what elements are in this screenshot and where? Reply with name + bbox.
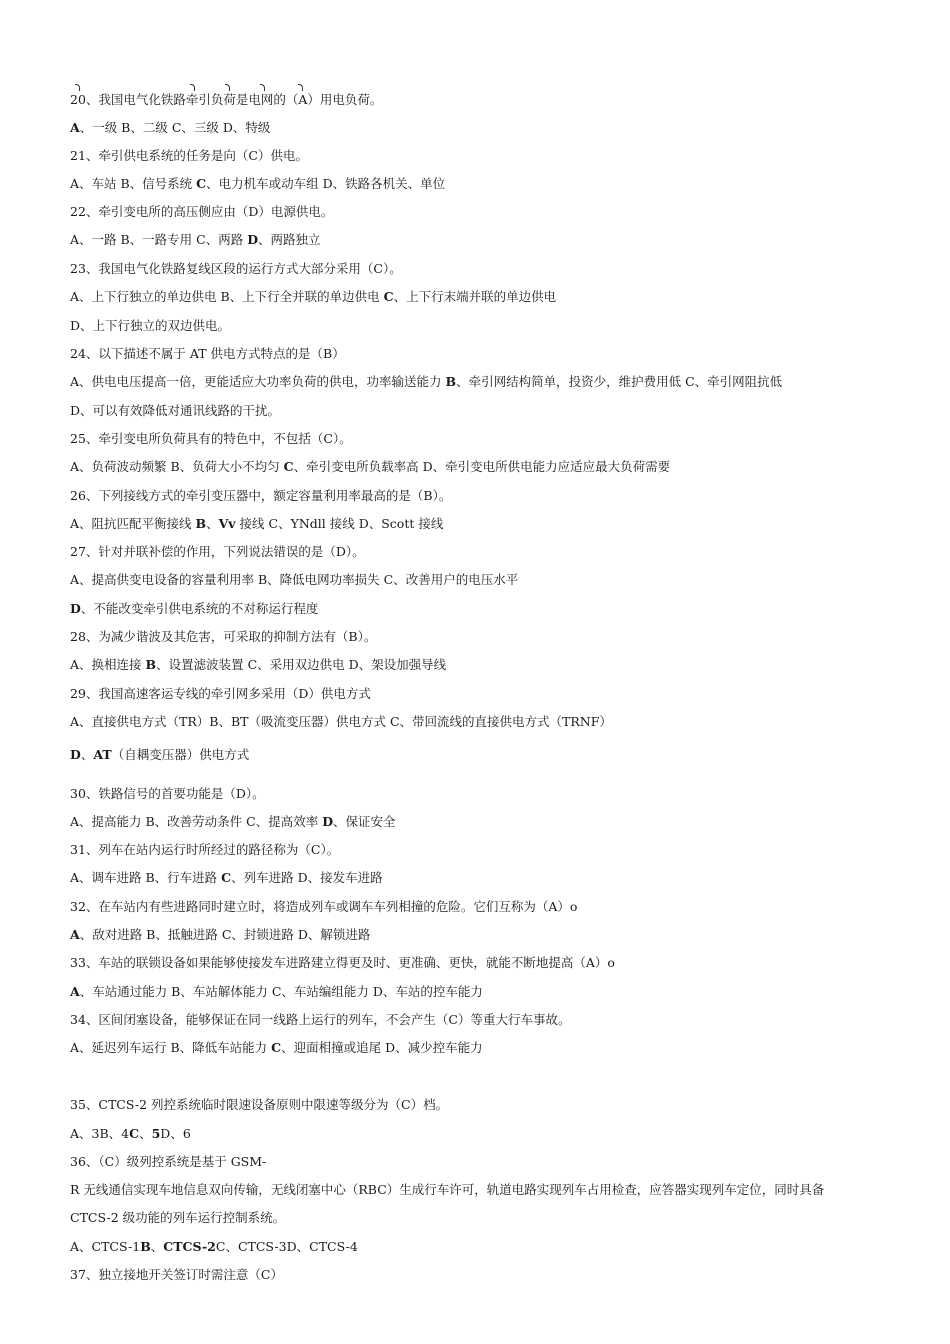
- answer-options-20: [70, 120, 270, 136]
- answer-options-34: [70, 1040, 483, 1056]
- line-text: 、迎面相撞或追尾 D、减少控车能力: [281, 1040, 483, 1055]
- question-34: [70, 1012, 570, 1028]
- line-text: 34、区间闭塞设备，能够保证在同一线路上运行的列车，不会产生（C）等重大行车事故。: [70, 1012, 571, 1027]
- line-text: A、供电电压提高一倍，更能适应大功率负荷的供电，功率输送能力: [70, 374, 446, 389]
- bold-answer-text: D: [247, 232, 259, 247]
- question-20: [70, 92, 382, 108]
- bold-answer-text: D: [322, 814, 334, 829]
- answer-options-27b: [70, 601, 318, 617]
- line-text: 35、CTCS-2 列控系统临时限速设备原则中限速等级分为（C）档。: [70, 1097, 449, 1112]
- bold-answer-text: D: [70, 747, 81, 762]
- bold-answer-text: A: [70, 927, 80, 942]
- line-text: CTCS-2 级功能的列车运行控制系统。: [70, 1210, 286, 1225]
- answer-options-23b: [70, 318, 230, 334]
- answer-options-26: [70, 516, 443, 532]
- line-text: A、延迟列车运行 B、降低车站能力: [70, 1040, 272, 1055]
- bold-answer-text: A: [70, 984, 80, 999]
- line-text: 、车站通过能力 B、车站解体能力 C、车站编组能力 D、车站的控车能力: [79, 984, 483, 999]
- line-text: 20、我国电气化铁路牵引负荷是电网的（A）用电负荷。: [70, 92, 383, 107]
- line-text: 23、我国电气化铁路复线区段的运行方式大部分采用（C）。: [70, 261, 402, 276]
- question-31: [70, 842, 339, 858]
- bold-answer-text: AT: [93, 747, 112, 762]
- answer-options-35: [70, 1126, 191, 1142]
- line-text: A、CTCS-1: [70, 1239, 141, 1254]
- question-36b: [70, 1182, 824, 1198]
- bold-answer-text: C: [383, 289, 394, 304]
- line-text: 、设置滤波装置 C、采用双边供电 D、架设加强导线: [156, 657, 447, 672]
- line-text: A、一路 B、一路专用 C、两路: [70, 232, 248, 247]
- question-35: [70, 1097, 448, 1113]
- question-37: [70, 1267, 283, 1283]
- line-text: 24、以下描述不属于 AT 供电方式特点的是（B）: [70, 346, 345, 361]
- question-32: [70, 899, 577, 915]
- line-text: 、不能改变牵引供电系统的不对称运行程度: [80, 601, 319, 616]
- question-27: [70, 544, 365, 560]
- bold-answer-text: B: [140, 1239, 151, 1254]
- line-text: 、: [139, 1126, 152, 1141]
- bold-answer-text: C: [271, 1040, 282, 1055]
- line-text: 30、铁路信号的首要功能是（D）。: [70, 786, 265, 801]
- line-text: 31、列车在站内运行时所经过的路径称为（C）。: [70, 842, 340, 857]
- bold-answer-text: B: [145, 657, 157, 672]
- bold-answer-text: C: [196, 176, 207, 191]
- question-33: [70, 955, 615, 971]
- line-text: 、: [206, 516, 219, 531]
- question-28: [70, 629, 376, 645]
- answer-options-27a: [70, 572, 518, 588]
- line-text: 、牵引变电所负载率高 D、牵引变电所供电能力应适应最大负荷需要: [293, 459, 671, 474]
- line-text: 27、针对并联补偿的作用，下列说法错误的是（D）。: [70, 544, 365, 559]
- line-text: 28、为减少谐波及其危害，可采取的抑制方法有（B）。: [70, 629, 377, 644]
- answer-options-30: [70, 814, 396, 830]
- bold-answer-text: CTCS-2: [163, 1239, 216, 1254]
- bold-answer-text: B: [445, 374, 457, 389]
- line-text: 、牵引网结构简单，投资少，维护费用低 C、牵引网阻抗低: [456, 374, 783, 389]
- line-text: A、阻抗匹配平衡接线: [70, 516, 196, 531]
- line-text: 37、独立接地开关签订时需注意（C）: [70, 1267, 283, 1282]
- line-text: A、车站 B、信号系统: [70, 176, 197, 191]
- line-text: 、两路独立: [258, 232, 321, 247]
- line-text: C、CTCS-3D、CTCS-4: [215, 1239, 358, 1254]
- bold-answer-text: C: [129, 1126, 140, 1141]
- answer-options-24a: [70, 374, 782, 390]
- answer-options-22: [70, 232, 321, 248]
- answer-options-29b: [70, 747, 249, 763]
- question-29: [70, 686, 371, 702]
- bold-answer-text: A: [70, 120, 80, 135]
- answer-options-29a: [70, 714, 612, 730]
- line-text: A、上下行独立的单边供电 B、上下行全并联的单边供电: [70, 289, 384, 304]
- line-text: A、负荷波动频繁 B、负荷大小不均匀: [70, 459, 284, 474]
- line-text: D、6: [160, 1126, 191, 1141]
- line-text: A、调车进路 B、行车进路: [70, 870, 222, 885]
- bold-answer-text: Vv: [218, 516, 236, 531]
- answer-options-24b: [70, 403, 280, 419]
- line-text: 26、下列接线方式的牵引变压器中，额定容量利用率最高的是（B）。: [70, 488, 452, 503]
- line-text: 36、（C）级列控系统是基于 GSM-: [70, 1154, 267, 1169]
- line-text: A、提高供变电设备的容量利用率 B、降低电网功率损失 C、改善用户的电压水平: [70, 572, 519, 587]
- line-text: 、电力机车或动车组 D、铁路各机关、单位: [206, 176, 446, 191]
- line-text: A、换相连接: [70, 657, 146, 672]
- question-21: [70, 148, 308, 164]
- line-text: 29、我国高速客运专线的牵引网多采用（D）供电方式: [70, 686, 371, 701]
- line-text: R 无线通信实现车地信息双向传输，无线闭塞中心（RBC）生成行车许可，轨道电路实现列车占用检查，应答器实现列车定位，同时具备: [70, 1182, 825, 1197]
- answer-options-25: [70, 459, 670, 475]
- answer-options-33: [70, 984, 483, 1000]
- line-text: 、: [80, 747, 94, 762]
- line-text: D、可以有效降低对通讯线路的干扰。: [70, 403, 281, 418]
- line-text: 、列车进路 D、接发车进路: [231, 870, 383, 885]
- answer-options-21: [70, 176, 445, 192]
- line-text: 32、在车站内有些进路同时建立时，将造成列车或调车车列相撞的危险。它们互称为（A）o: [70, 899, 578, 914]
- line-text: 25、牵引变电所负荷具有的特色中，不包括（C）。: [70, 431, 352, 446]
- question-36a: [70, 1154, 266, 1170]
- question-24: [70, 346, 345, 362]
- answer-options-31: [70, 870, 383, 886]
- line-text: 接线 C、YNdll 接线 D、Scott 接线: [235, 516, 444, 531]
- question-22: [70, 204, 333, 220]
- line-text: （自耦变压器）供电方式: [111, 747, 250, 762]
- line-text: 、保证安全: [333, 814, 396, 829]
- question-30: [70, 786, 265, 802]
- question-23: [70, 261, 402, 277]
- question-25: [70, 431, 352, 447]
- answer-options-32: [70, 927, 370, 943]
- bold-answer-text: C: [221, 870, 232, 885]
- line-text: 、敌对进路 B、抵触进路 C、封锁进路 D、解锁进路: [79, 927, 371, 942]
- bold-answer-text: C: [283, 459, 294, 474]
- line-text: D、上下行独立的双边供电。: [70, 318, 231, 333]
- question-36c: [70, 1210, 285, 1226]
- answer-options-36: [70, 1239, 358, 1255]
- bold-answer-text: 5: [151, 1126, 161, 1141]
- bold-answer-text: B: [195, 516, 207, 531]
- line-text: A、直接供电方式（TR）B、BT（吸流变压器）供电方式 C、带回流线的直接供电方式（TRNF）: [70, 714, 612, 729]
- question-26: [70, 488, 451, 504]
- line-text: 、上下行末端并联的单边供电: [393, 289, 557, 304]
- answer-options-28: [70, 657, 446, 673]
- line-text: 21、牵引供电系统的任务是向（C）供电。: [70, 148, 308, 163]
- line-text: A、提高能力 B、改善劳动条件 C、提高效率: [70, 814, 323, 829]
- line-text: A、3B、4: [70, 1126, 130, 1141]
- line-text: 、一级 B、二级 C、三级 D、特级: [79, 120, 271, 135]
- line-text: 22、牵引变电所的高压侧应由（D）电源供电。: [70, 204, 334, 219]
- line-text: 、: [150, 1239, 164, 1254]
- answer-options-23a: [70, 289, 556, 305]
- line-text: 33、车站的联锁设备如果能够使接发车进路建立得更及时、更准确、更快，就能不断地提高（A）o: [70, 955, 615, 970]
- bold-answer-text: D: [70, 601, 81, 616]
